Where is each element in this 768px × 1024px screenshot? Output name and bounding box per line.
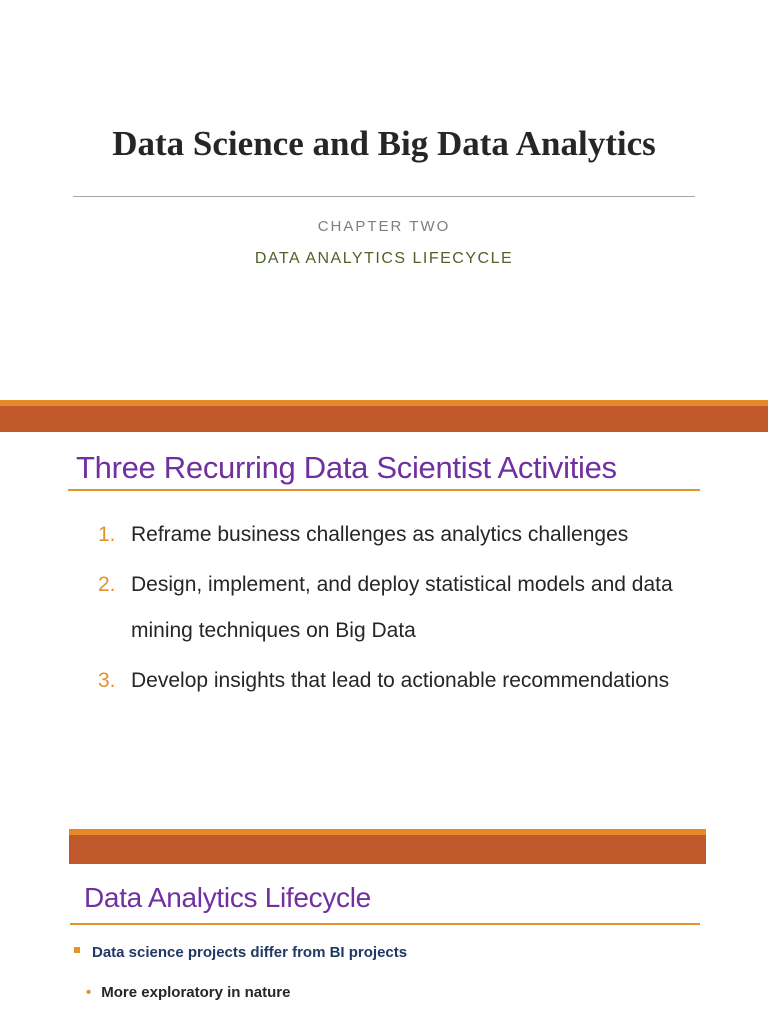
activities-slide: [0, 400, 768, 824]
list-item: [98, 512, 738, 558]
chapter-label: CHAPTER TWO: [317, 218, 451, 235]
sub-bullet-text: More exploratory in nature: [101, 984, 291, 1001]
document-title: Data Science and Big Data Analytics: [112, 124, 656, 163]
list-item: [98, 562, 738, 654]
title-slide: [0, 0, 768, 400]
heading-underline: [68, 489, 700, 491]
list-item: [98, 658, 738, 704]
list-text: Develop insights that lead to actionable recommendations: [131, 669, 670, 692]
heading-underline: [70, 923, 700, 925]
list-number: 1.: [98, 523, 116, 546]
slide-heading: Three Recurring Data Scientist Activities: [76, 450, 617, 485]
title-divider: [73, 196, 695, 197]
chapter-subtitle: DATA ANALYTICS LIFECYCLE: [254, 250, 514, 267]
sub-bullet-item: [86, 984, 290, 1001]
slide-heading: Data Analytics Lifecycle: [84, 882, 371, 913]
bullet-text: Data science projects differ from BI projects: [92, 944, 408, 961]
dot-bullet-icon: •: [86, 984, 92, 1001]
list-number: 2.: [98, 573, 116, 596]
list-text: Design, implement, and deploy statistical models and data mining techniques on Big Data: [131, 573, 673, 642]
activities-list: [98, 512, 738, 708]
header-band: [0, 406, 768, 432]
list-number: 3.: [98, 669, 116, 692]
header-band: [69, 835, 706, 864]
lifecycle-slide: [0, 824, 768, 1024]
square-bullet-icon: [74, 947, 80, 953]
list-text: Reframe business challenges as analytics challenges: [131, 523, 629, 546]
bullet-item: [74, 944, 407, 961]
